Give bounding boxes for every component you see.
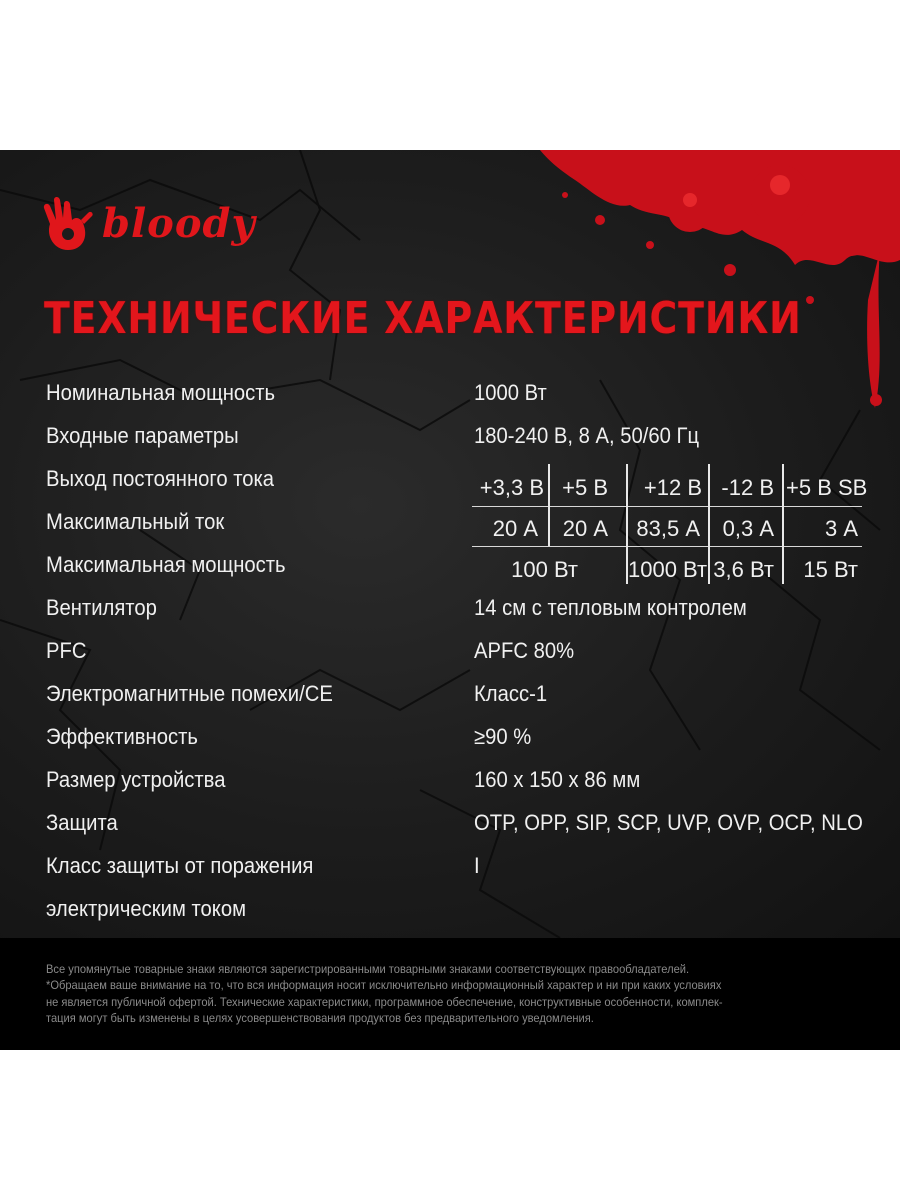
table-divider	[472, 506, 862, 507]
rail-current: 20 А	[492, 516, 538, 541]
label-shock-class-cont: электрическим током	[46, 896, 247, 921]
disclaimer-line: Все упомянутые товарные знаки являются зарегистрированными товарными знаками соответствующих правообладателей.	[46, 963, 690, 976]
disclaimer-line: *Обращаем ваше внимание на то, что вся информация носит исключительно информационный характер и ни при каких условиях	[46, 979, 722, 993]
page-title: ТЕХНИЧЕСКИЕ ХАРАКТЕРИСТИКИ	[44, 293, 802, 344]
value-size: 160 x 150 x 86 мм	[474, 767, 641, 792]
rail-header: -12 В	[721, 475, 774, 500]
table-divider	[708, 464, 710, 584]
value-pfc: APFC 80%	[474, 638, 575, 663]
table-divider	[782, 464, 784, 584]
label-protection: Защита	[46, 810, 118, 835]
logo-wordmark: bloody	[102, 200, 256, 247]
value-efficiency: ≥90 %	[474, 724, 532, 749]
value-fan: 14 см с тепловым контролем	[474, 595, 747, 620]
table-divider	[626, 464, 628, 584]
label-max-current: Максимальный ток	[46, 509, 225, 534]
blood-splash	[480, 150, 900, 410]
rail-current: 83,5 А	[636, 516, 700, 541]
rail-power: 100 Вт	[511, 557, 578, 582]
label-size: Размер устройства	[46, 767, 226, 792]
rail-header: +5 В	[562, 475, 608, 500]
rail-current: 20 А	[562, 516, 608, 541]
hand-icon	[36, 194, 94, 254]
table-divider	[472, 546, 862, 547]
disclaimer-line: тация могут быть изменены в целях усовершенствования продуктов без предварительного уведомления.	[46, 1012, 594, 1026]
rail-current: 3 А	[824, 516, 858, 541]
rail-current: 0,3 А	[722, 516, 774, 541]
value-shock-class: I	[474, 853, 480, 878]
rail-header: +3,3 В	[479, 475, 544, 500]
value-protection: OTP, OPP, SIP, SCP, UVP, OVP, OCP, NLO	[474, 810, 863, 835]
rail-power: 3,6 Вт	[713, 557, 774, 582]
label-fan: Вентилятор	[46, 595, 157, 620]
label-power: Номинальная мощность	[46, 380, 276, 405]
label-efficiency: Эффективность	[46, 724, 198, 749]
rail-power: 15 Вт	[803, 557, 858, 582]
rail-power: 1000 Вт	[628, 557, 708, 582]
value-input: 180-240 В, 8 А, 50/60 Гц	[474, 423, 700, 448]
value-power: 1000 Вт	[474, 380, 547, 405]
label-dc-output: Выход постоянного тока	[46, 466, 275, 491]
label-pfc: PFC	[46, 638, 87, 663]
rail-header: +5 В SB	[786, 475, 868, 500]
bloody-logo	[36, 194, 256, 254]
label-emi: Электромагнитные помехи/CE	[46, 681, 333, 706]
disclaimer-text	[46, 962, 833, 1028]
value-emi: Класс-1	[474, 681, 548, 706]
rail-header: +12 В	[643, 475, 702, 500]
label-max-power: Максимальная мощность	[46, 552, 286, 577]
table-divider	[548, 464, 550, 546]
disclaimer-footer	[0, 938, 900, 1050]
label-shock-class: Класс защиты от поражения	[46, 853, 314, 878]
label-input: Входные параметры	[46, 423, 239, 448]
disclaimer-line: не является публичной офертой. Технические характеристики, программное обеспечение, конструктивные особенности, комплек-	[46, 995, 723, 1009]
